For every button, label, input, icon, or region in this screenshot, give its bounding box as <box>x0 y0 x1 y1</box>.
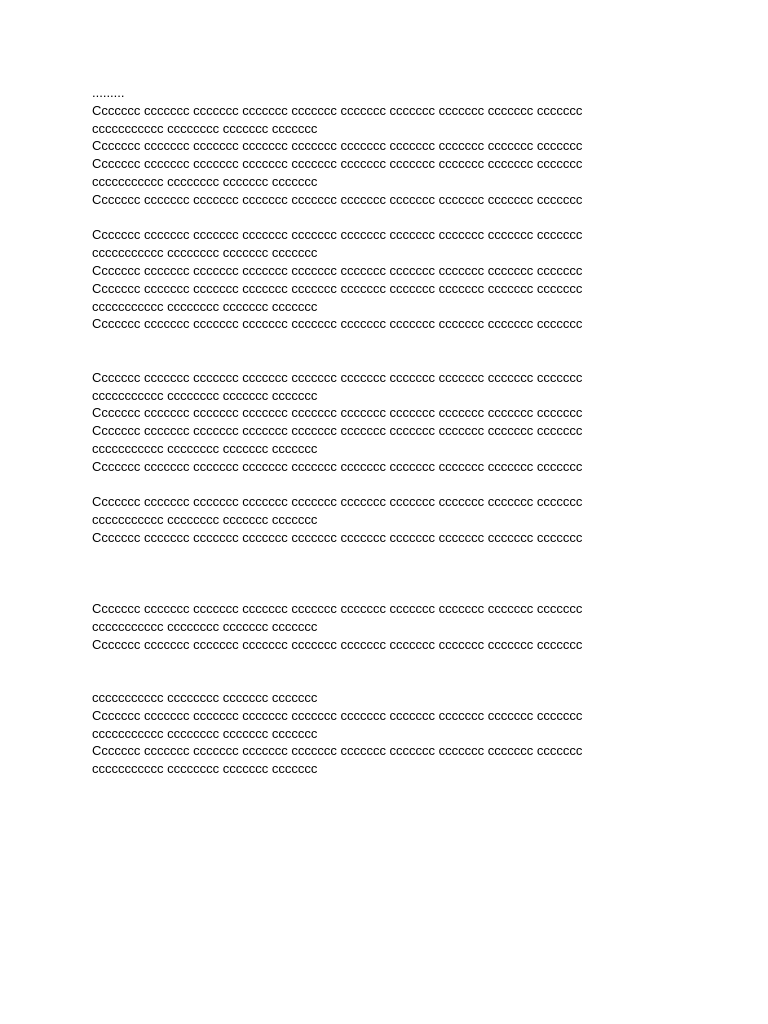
text-line: Ccccccc ccccccc ccccccc ccccccc ccccccc ccccccc ccccccc ccccccc ccccccc ccccccc <box>92 405 583 421</box>
text-line: Ccccccc ccccccc ccccccc ccccccc ccccccc ccccccc ccccccc ccccccc ccccccc ccccccc <box>92 138 583 154</box>
text-line: ccccccccccc cccccccc ccccccc ccccccc <box>92 173 318 189</box>
text-line: Ccccccc ccccccc ccccccc ccccccc ccccccc ccccccc ccccccc ccccccc ccccccc ccccccc <box>92 494 583 510</box>
text-line: Ccccccc ccccccc ccccccc ccccccc ccccccc ccccccc ccccccc ccccccc ccccccc ccccccc <box>92 707 583 723</box>
text-line: ccccccccccc cccccccc ccccccc ccccccc <box>92 618 318 634</box>
text-line: ccccccccccc cccccccc ccccccc ccccccc <box>92 761 318 777</box>
text-line: ccccccccccc cccccccc ccccccc ccccccc <box>92 725 318 741</box>
text-line: ccccccccccc cccccccc ccccccc ccccccc <box>92 387 318 403</box>
text-line: ccccccccccc cccccccc ccccccc ccccccc <box>92 512 318 528</box>
document-header: ......... <box>92 85 125 100</box>
text-line: ccccccccccc cccccccc ccccccc ccccccc <box>92 440 318 456</box>
text-line: Ccccccc ccccccc ccccccc ccccccc ccccccc ccccccc ccccccc ccccccc ccccccc ccccccc <box>92 743 583 759</box>
blank-line <box>92 547 732 565</box>
blank-line <box>92 671 732 689</box>
text-line: Ccccccc ccccccc ccccccc ccccccc ccccccc ccccccc ccccccc ccccccc ccccccc ccccccc <box>92 262 583 278</box>
blank-line <box>92 582 732 600</box>
text-line: Ccccccc ccccccc ccccccc ccccccc ccccccc ccccccc ccccccc ccccccc ccccccc ccccccc <box>92 102 583 118</box>
blank-line <box>92 565 732 583</box>
document-page <box>92 84 732 778</box>
text-line: Ccccccc ccccccc ccccccc ccccccc ccccccc ccccccc ccccccc ccccccc ccccccc ccccccc <box>92 458 583 474</box>
text-line: ccccccccccc cccccccc ccccccc ccccccc <box>92 690 318 706</box>
blank-line <box>92 654 732 672</box>
text-line: Ccccccc ccccccc ccccccc ccccccc ccccccc ccccccc ccccccc ccccccc ccccccc ccccccc <box>92 280 583 296</box>
text-line: Ccccccc ccccccc ccccccc ccccccc ccccccc ccccccc ccccccc ccccccc ccccccc ccccccc <box>92 191 583 207</box>
text-line: Ccccccc ccccccc ccccccc ccccccc ccccccc ccccccc ccccccc ccccccc ccccccc ccccccc <box>92 156 583 172</box>
blank-line <box>92 333 732 351</box>
text-line: ccccccccccc cccccccc ccccccc ccccccc <box>92 298 318 314</box>
text-line: ccccccccccc cccccccc ccccccc ccccccc <box>92 245 318 261</box>
text-line: Ccccccc ccccccc ccccccc ccccccc ccccccc ccccccc ccccccc ccccccc ccccccc ccccccc <box>92 369 583 385</box>
blank-line <box>92 351 732 369</box>
text-line: ccccccccccc cccccccc ccccccc ccccccc <box>92 120 318 136</box>
text-line: Ccccccc ccccccc ccccccc ccccccc ccccccc ccccccc ccccccc ccccccc ccccccc ccccccc <box>92 423 583 439</box>
blank-line <box>92 209 732 227</box>
text-line: Ccccccc ccccccc ccccccc ccccccc ccccccc ccccccc ccccccc ccccccc ccccccc ccccccc <box>92 529 583 545</box>
text-line: Ccccccc ccccccc ccccccc ccccccc ccccccc ccccccc ccccccc ccccccc ccccccc ccccccc <box>92 227 583 243</box>
blank-line <box>92 476 732 494</box>
text-line: Ccccccc ccccccc ccccccc ccccccc ccccccc ccccccc ccccccc ccccccc ccccccc ccccccc <box>92 601 583 617</box>
text-line: Ccccccc ccccccc ccccccc ccccccc ccccccc ccccccc ccccccc ccccccc ccccccc ccccccc <box>92 316 583 332</box>
text-line: Ccccccc ccccccc ccccccc ccccccc ccccccc ccccccc ccccccc ccccccc ccccccc ccccccc <box>92 636 583 652</box>
